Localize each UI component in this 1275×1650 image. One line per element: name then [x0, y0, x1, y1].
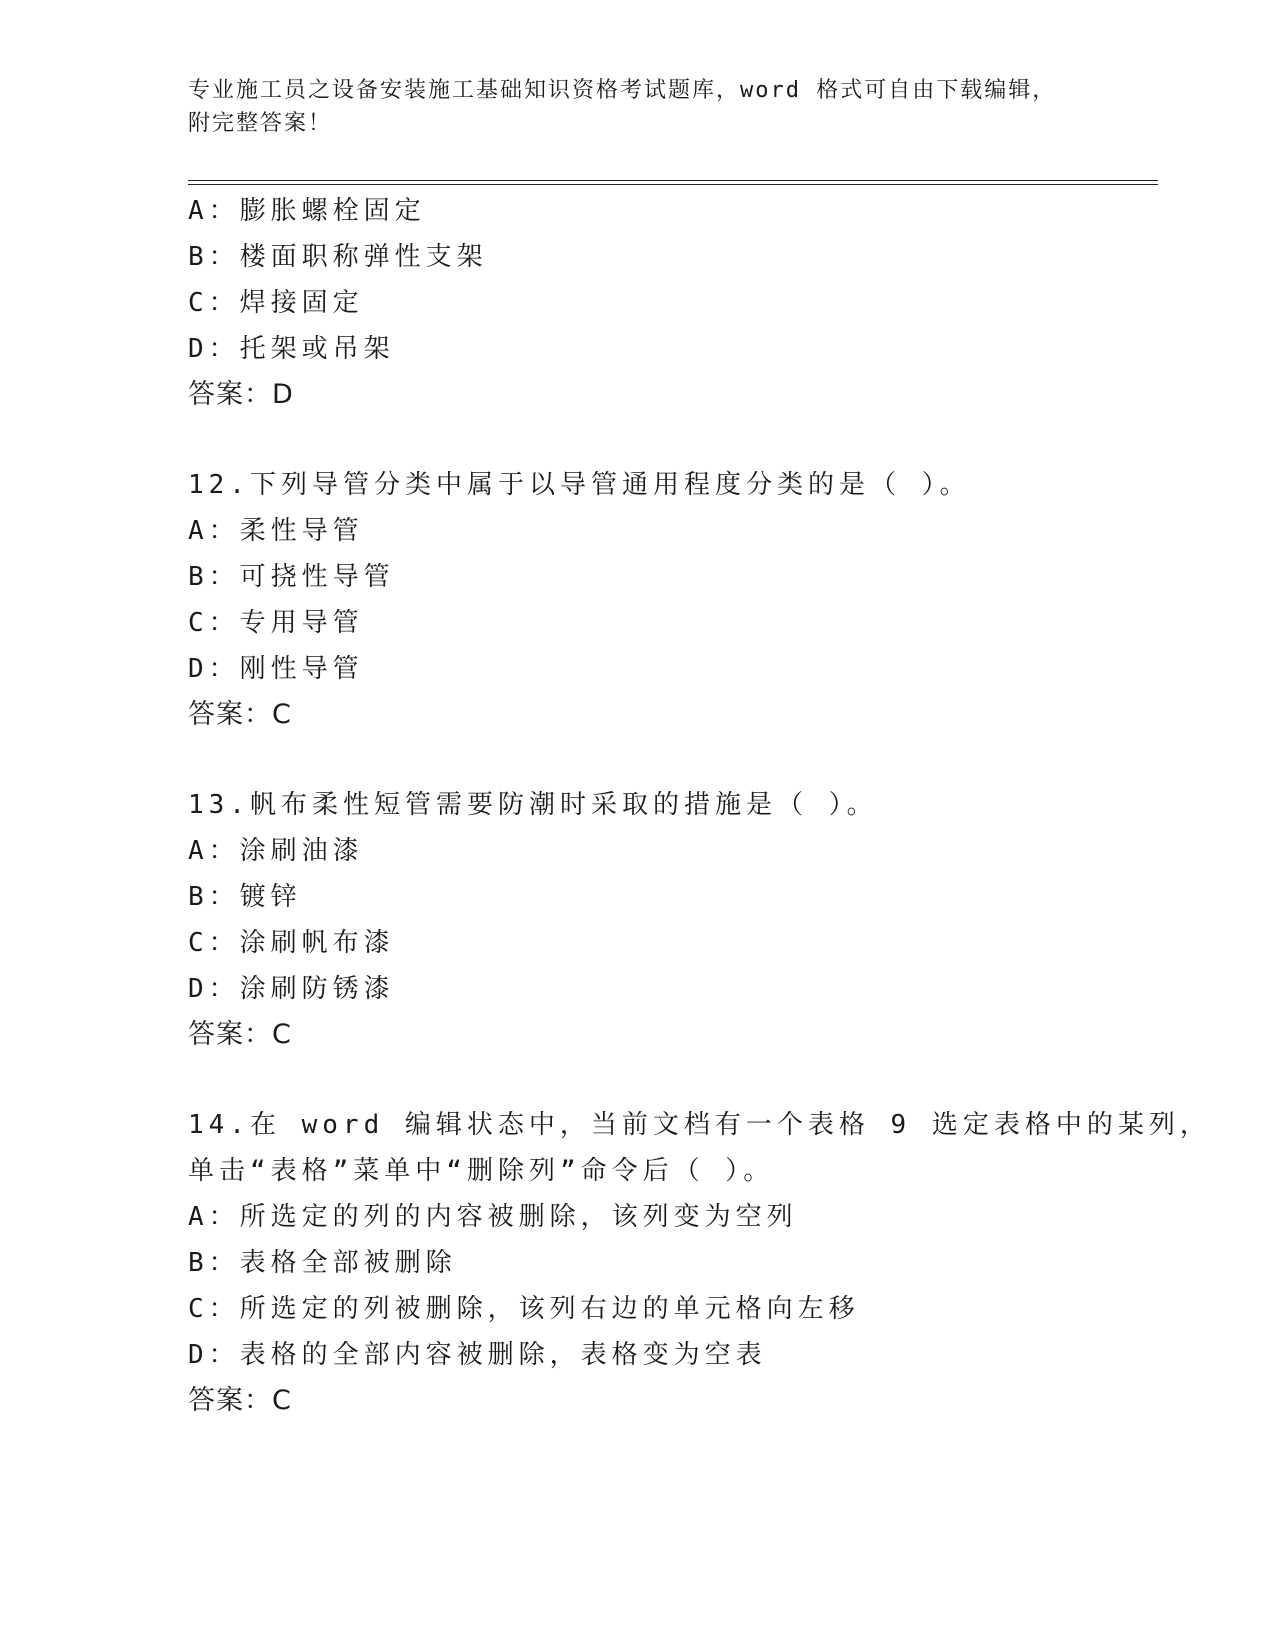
option-c: C：所选定的列被删除，该列右边的单元格向左移 [188, 1294, 860, 1324]
option-d: D：刚性导管 [188, 654, 364, 684]
question-text: 12.下列导管分类中属于以导管通用程度分类的是（ ）。 [188, 470, 971, 500]
question-list [188, 188, 1211, 1424]
header-double-rule [188, 180, 1158, 185]
document-header [188, 74, 1068, 140]
option-b: B：可挠性导管 [188, 562, 395, 592]
question-block-14 [188, 1102, 1211, 1424]
option-b: B：楼面职称弹性支架 [188, 242, 488, 272]
answer-line: 答案：C [188, 1385, 292, 1416]
question-text: 13.帆布柔性短管需要防潮时采取的措施是（ ）。 [188, 790, 878, 820]
question-block-prev [188, 188, 1138, 418]
question-block-12 [188, 462, 1138, 738]
option-d: D：表格的全部内容被删除，表格变为空表 [188, 1340, 767, 1370]
header-line-1: 专业施工员之设备安装施工基础知识资格考试题库，word 格式可自由下载编辑， [188, 78, 1057, 103]
option-c: C：焊接固定 [188, 288, 364, 318]
spacer [188, 738, 1138, 782]
answer-line: 答案：C [188, 699, 292, 730]
option-d: D：托架或吊架 [188, 334, 395, 364]
option-a: A：膨胀螺栓固定 [188, 196, 426, 226]
option-a: A：涂刷油漆 [188, 836, 364, 866]
option-b: B：镀锌 [188, 882, 302, 912]
option-b: B：表格全部被删除 [188, 1248, 457, 1278]
option-a: A：柔性导管 [188, 516, 364, 546]
question-text-line-2: 单击“表格”菜单中“删除列”命令后（ ）。 [188, 1156, 775, 1186]
header-line-2: 附完整答案！ [188, 111, 333, 136]
question-block-13 [188, 782, 1138, 1058]
question-text-line-1: 14.在 word 编辑状态中，当前文档有一个表格 9 选定表格中的某列， [188, 1110, 1211, 1140]
spacer [188, 418, 1138, 462]
option-a: A：所选定的列的内容被删除，该列变为空列 [188, 1202, 798, 1232]
answer-line: 答案：D [188, 379, 294, 410]
answer-line: 答案：C [188, 1019, 292, 1050]
option-c: C：专用导管 [188, 608, 364, 638]
option-c: C：涂刷帆布漆 [188, 928, 395, 958]
spacer [188, 1058, 1138, 1102]
option-d: D：涂刷防锈漆 [188, 974, 395, 1004]
